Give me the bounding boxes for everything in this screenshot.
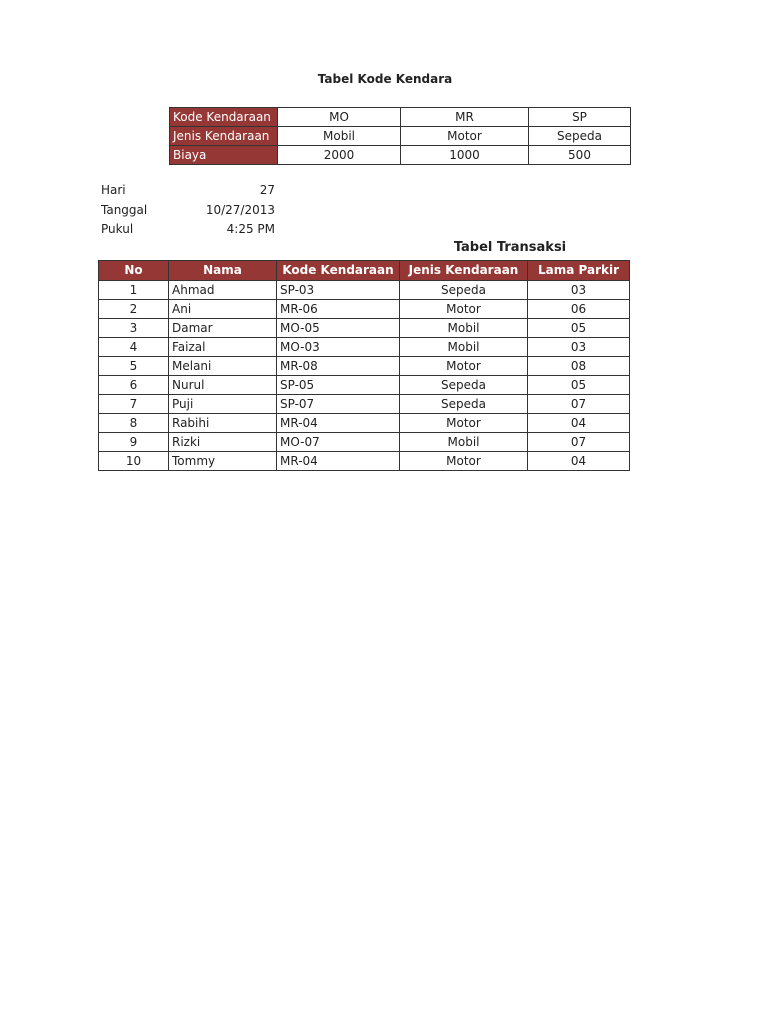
cell-jenis: Motor — [400, 357, 528, 376]
table-row — [99, 319, 630, 338]
cell-lama: 04 — [528, 452, 630, 471]
cell: 2000 — [278, 146, 401, 165]
cell-no: 5 — [99, 357, 169, 376]
cell: 500 — [529, 146, 631, 165]
cell-nama: Ahmad — [169, 281, 277, 300]
cell-nama: Ani — [169, 300, 277, 319]
cell-lama: 07 — [528, 395, 630, 414]
table-row — [99, 300, 630, 319]
cell-nama: Nurul — [169, 376, 277, 395]
cell-jenis: Mobil — [400, 319, 528, 338]
cell-nama: Rizki — [169, 433, 277, 452]
table-row — [99, 281, 630, 300]
cell: Sepeda — [529, 127, 631, 146]
info-block — [101, 181, 275, 240]
cell-lama: 04 — [528, 414, 630, 433]
cell-jenis: Mobil — [400, 433, 528, 452]
cell-no: 1 — [99, 281, 169, 300]
cell-nama: Puji — [169, 395, 277, 414]
hari-value: 27 — [259, 183, 275, 197]
header-kode-kendaraan: Kode Kendaraan — [277, 261, 400, 281]
header-no: No — [99, 261, 169, 281]
cell-no: 2 — [99, 300, 169, 319]
cell-kode: SP-03 — [277, 281, 400, 300]
tanggal-row — [101, 201, 275, 221]
cell-jenis: Mobil — [400, 338, 528, 357]
hari-label: Hari — [101, 183, 126, 197]
cell-kode: MR-04 — [277, 414, 400, 433]
header-nama: Nama — [169, 261, 277, 281]
cell-lama: 03 — [528, 338, 630, 357]
row-label: Biaya — [170, 146, 278, 165]
cell-lama: 05 — [528, 319, 630, 338]
cell-jenis: Sepeda — [400, 376, 528, 395]
cell-nama: Rabihi — [169, 414, 277, 433]
pukul-row — [101, 220, 275, 240]
table-row — [99, 452, 630, 471]
cell: Motor — [401, 127, 529, 146]
cell-jenis: Sepeda — [400, 281, 528, 300]
cell-lama: 03 — [528, 281, 630, 300]
cell-kode: MO-05 — [277, 319, 400, 338]
table-row — [99, 376, 630, 395]
cell: MR — [401, 108, 529, 127]
cell-kode: MO-03 — [277, 338, 400, 357]
cell-nama: Faizal — [169, 338, 277, 357]
cell-kode: SP-07 — [277, 395, 400, 414]
cell-nama: Damar — [169, 319, 277, 338]
row-label: Jenis Kendaraan — [170, 127, 278, 146]
cell: 1000 — [401, 146, 529, 165]
cell-no: 10 — [99, 452, 169, 471]
table-row — [99, 357, 630, 376]
cell-jenis: Sepeda — [400, 395, 528, 414]
table-row — [99, 414, 630, 433]
table-row — [99, 433, 630, 452]
cell: SP — [529, 108, 631, 127]
cell-no: 4 — [99, 338, 169, 357]
cell-no: 7 — [99, 395, 169, 414]
table-row — [99, 395, 630, 414]
tanggal-value: 10/27/2013 — [205, 202, 275, 217]
cell-kode: SP-05 — [277, 376, 400, 395]
cell: MO — [278, 108, 401, 127]
row-label: Kode Kendaraan — [170, 108, 278, 127]
header-lama-parkir: Lama Parkir — [528, 261, 630, 281]
table-header-row — [99, 261, 630, 281]
cell-lama: 07 — [528, 433, 630, 452]
biaya-row — [170, 146, 631, 165]
cell-jenis: Motor — [400, 300, 528, 319]
header-jenis-kendaraan: Jenis Kendaraan — [400, 261, 528, 281]
cell-kode: MR-08 — [277, 357, 400, 376]
cell-nama: Melani — [169, 357, 277, 376]
cell-jenis: Motor — [400, 452, 528, 471]
cell-jenis: Motor — [400, 414, 528, 433]
cell: Mobil — [278, 127, 401, 146]
kode-table-title: Tabel Kode Kendara — [317, 72, 453, 86]
cell-lama: 05 — [528, 376, 630, 395]
cell-kode: MO-07 — [277, 433, 400, 452]
cell-nama: Tommy — [169, 452, 277, 471]
cell-no: 3 — [99, 319, 169, 338]
cell-no: 8 — [99, 414, 169, 433]
pukul-value: 4:25 PM — [226, 222, 275, 236]
cell-no: 6 — [99, 376, 169, 395]
cell-lama: 08 — [528, 357, 630, 376]
hari-row — [101, 181, 275, 201]
pukul-label: Pukul — [101, 222, 134, 236]
jenis-row — [170, 127, 631, 146]
cell-kode: MR-04 — [277, 452, 400, 471]
table-row — [99, 338, 630, 357]
transaksi-table — [98, 260, 630, 471]
cell-no: 9 — [99, 433, 169, 452]
kode-row — [170, 108, 631, 127]
cell-kode: MR-06 — [277, 300, 400, 319]
tanggal-label: Tanggal — [101, 202, 148, 217]
cell-lama: 06 — [528, 300, 630, 319]
transaksi-table-title: Tabel Transaksi — [453, 240, 567, 255]
kode-kendaraan-table — [169, 107, 631, 165]
